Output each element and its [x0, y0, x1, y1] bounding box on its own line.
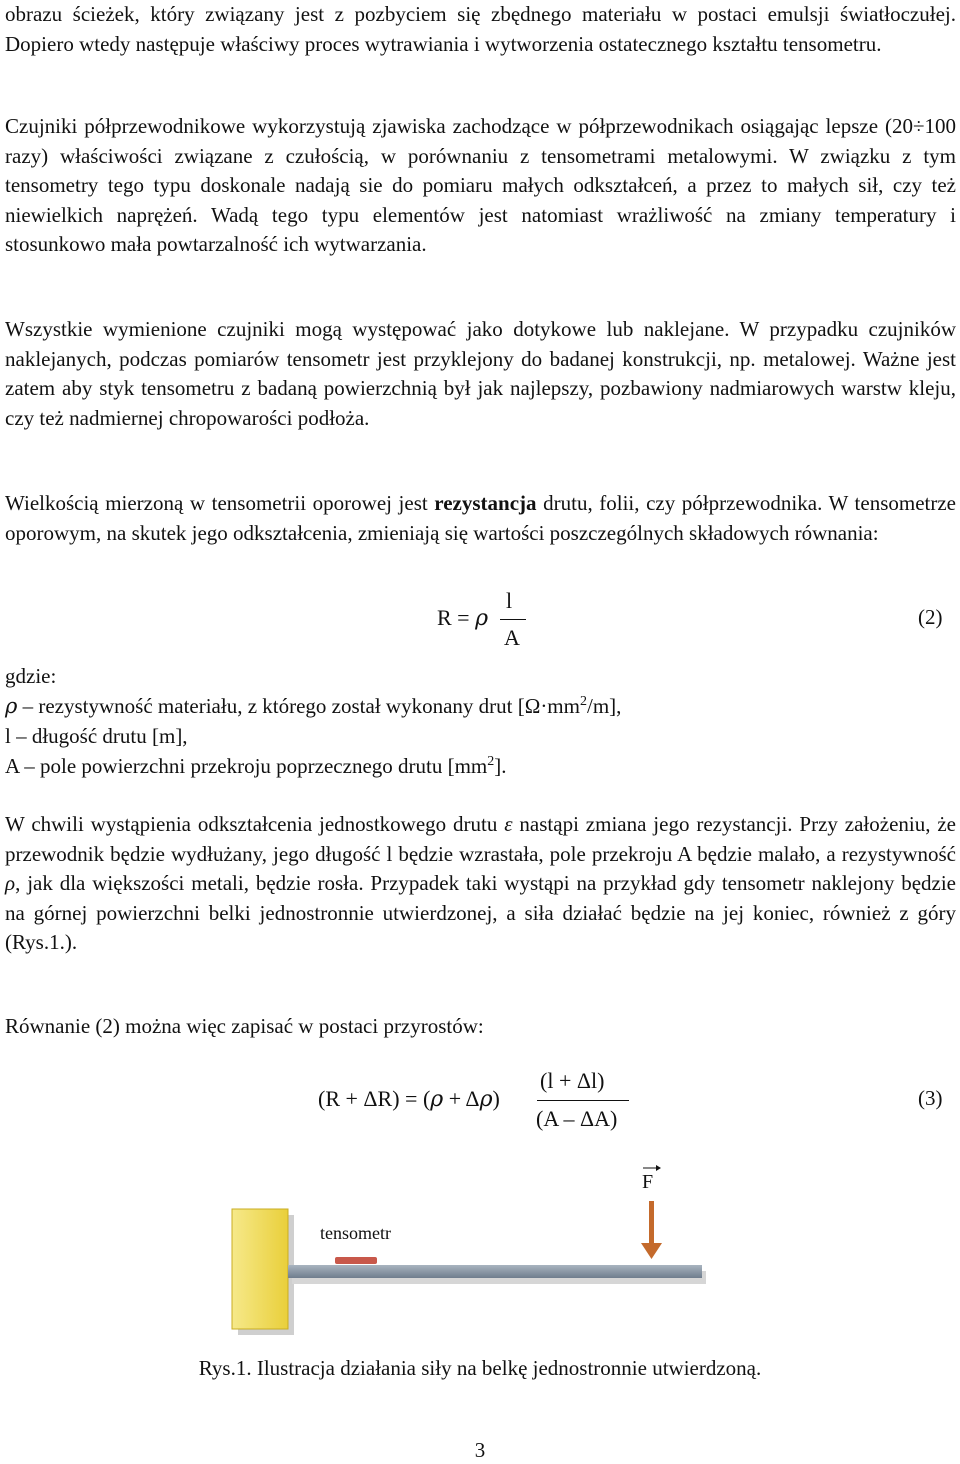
eq3-plus-delta: + Δ [443, 1086, 480, 1111]
eq3-number: (3) [918, 1086, 943, 1110]
eq2-numerator: l [506, 588, 513, 613]
eq2-lhs [437, 605, 488, 631]
definition-area [5, 752, 956, 782]
cantilever-beam-illustration [0, 1155, 960, 1345]
force-arrow-head [641, 1243, 662, 1259]
paragraph-sensor-mounting: Wszystkie wymienione czujniki mogą występować jako dotykowe lub naklejane. W przypadku czujników naklejanych, podczas pomiarów tensometr jest przyklejony do badanej konstrukcji, np. metalowej. Ważne jest zatem aby styk tensometru z badaną powierzchnią był jak najlepszy, pozbawiony nadmiarowych warstw kleju, czy też nadmiernej chropowarości podłoża. [5, 317, 956, 430]
text-fragment: A – pole powierzchni przekroju poprzecznego drutu [mm [5, 754, 488, 778]
vector-arrow-tip [656, 1165, 661, 1171]
eq3-left [318, 1086, 500, 1112]
text-fragment: ]. [494, 754, 507, 778]
force-label: F [642, 1171, 654, 1193]
definitions-label: gdzie: [5, 664, 57, 688]
force-arrow-shaft [649, 1201, 654, 1247]
eq2-number: (2) [918, 605, 943, 629]
eq3-rho-symbol: ρ [430, 1087, 444, 1112]
text-fragment: , jak dla większości metali, będzie rosła. Przypadek taki wystąpi na przykład gdy tensometr naklejony będzie na górnej powierzchni belki jednostronnie utwierdzonej, a siła działać będzie na jej koniec, również z góry (Rys.1.). [5, 871, 956, 954]
eq2-rho-symbol: ρ [475, 606, 489, 631]
text-fragment: Wielkością mierzoną w tensometrii oporowej jest [5, 491, 435, 515]
definition-rho [5, 692, 956, 722]
eq3-numerator: (l + Δl) [540, 1068, 605, 1093]
page-number: 3 [474, 1438, 486, 1462]
epsilon-symbol: ε [504, 812, 513, 836]
text-fragment: W chwili wystąpienia odkształcenia jednostkowego drutu [5, 812, 505, 836]
rho-symbol: ρ [5, 694, 18, 718]
superscript: 2 [487, 754, 495, 769]
paragraph-increments: Równanie (2) można więc zapisać w postaci przyrostów: [5, 1014, 484, 1038]
text-fragment: /m], [586, 694, 622, 718]
bold-term-resistance: rezystancja [434, 491, 537, 515]
eq3-rho-symbol-2: ρ [479, 1087, 493, 1112]
figure-caption: Rys.1. Ilustracja działania siły na belkę jednostronnie utwierdzoną. [198, 1356, 762, 1380]
eq3-denominator: (A – ΔA) [536, 1106, 618, 1131]
eq2-denominator: A [504, 625, 520, 650]
superscript: 2 [579, 694, 587, 709]
rho-symbol: ρ [5, 871, 16, 895]
paragraph-strain-effect [5, 810, 956, 958]
beam [288, 1265, 702, 1278]
eq2-fraction-bar [500, 619, 526, 620]
paragraph-measured-quantity [5, 489, 956, 548]
paragraph-intro: obrazu ścieżek, który związany jest z pozbyciem się zbędnego materiału w postaci emulsji światłoczułej. Dopiero wtedy następuje właściwy proces wytrawiania i wytworzenia ostatecznego kształtu tensometru. [5, 2, 956, 56]
text-fragment: – rezystywność materiału, z którego został wykonany drut [Ω·mm [17, 694, 580, 718]
paragraph-semiconductor-sensors: Czujniki półprzewodnikowe wykorzystują zjawiska zachodzące w półprzewodnikach osiągając lepsze (20÷100 razy) właściwości związane z czułością, w porównaniu z tensometrami metalowymi. W związku z tym tensometry tego typu doskonale nadają sie do pomiaru małych odkształceń, a przez to małych sił, czy też niewielkich naprężeń. Wadą tego typu elementów jest natomiast wrażliwość na zmiany temperatury i stosunkowo mała powtarzalność ich wytwarzania. [5, 114, 956, 256]
eq3-fraction-bar [537, 1100, 629, 1101]
tensometr-label: tensometr [320, 1223, 391, 1243]
figure-cantilever [0, 1155, 960, 1345]
definition-length: l – długość drutu [m], [5, 724, 188, 748]
text-fragment: nastąpi zmiana jego rezystancji. Przy założeniu, że przewodnik będzie wydłużany, jego długość l będzie wzrastała, pole przekroju A będzie malało, a rezystywność [5, 812, 956, 866]
strain-gauge [335, 1257, 377, 1264]
text-fragment: drutu, folii, czy półprzewodnika. W tensometrze oporowym, na skutek jego odkształcenia, zmieniają się wartości poszczególnych składowych równania: [5, 491, 956, 545]
eq3-close-paren: ) [492, 1086, 500, 1111]
eq2-lhs-text: R = [437, 605, 476, 630]
eq3-left-text: (R + ΔR) = ( [318, 1086, 431, 1111]
wall-support [232, 1209, 288, 1329]
